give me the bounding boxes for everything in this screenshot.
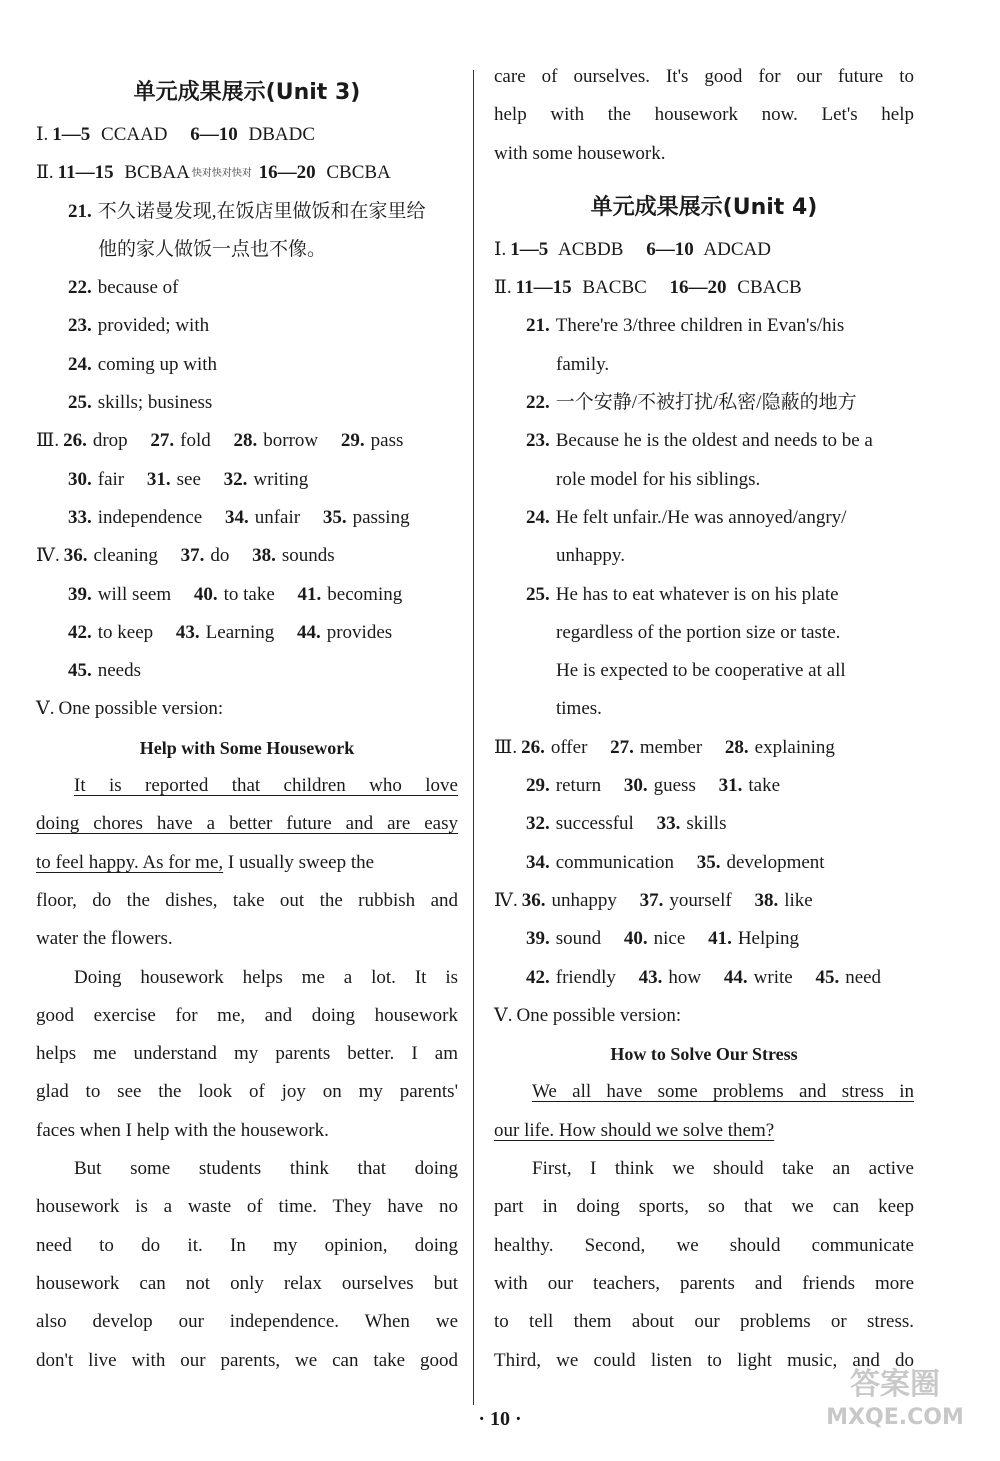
unit3-section-3-row3: 33. independence 34. unfair 35. passing <box>68 506 410 528</box>
unit4-section-4-row3: 42. friendly 43. how 44. write 45. need <box>526 966 882 988</box>
unit3-q23: 23. provided; with <box>68 315 210 337</box>
unit3-q24: 24. coming up with <box>68 353 218 375</box>
unit4-q25-line4: times. <box>556 698 602 720</box>
unit4-section-4-row2: 39. sound 40. nice 41. Helping <box>526 928 800 950</box>
unit4-essay-line: with our teachers, parents and friends more <box>494 1272 914 1294</box>
unit4-essay-line: healthy. Second, we should communicate <box>494 1234 914 1256</box>
unit3-section-4-row4: 45. needs <box>68 660 142 682</box>
unit3-essay-line: to feel happy. As for me, I usually sweep the <box>36 851 375 873</box>
unit4-essay-line: Third, we could listen to light music, and do <box>494 1349 914 1371</box>
unit3-q25: 25. skills; business <box>68 392 213 414</box>
unit3-essay-line: glad to see the look of joy on my parents' <box>36 1081 458 1103</box>
unit3-essay-line: It is reported that children who love <box>74 775 458 797</box>
unit3-essay-line: Doing housework helps me a lot. It is <box>74 966 458 988</box>
unit4-q25-line2: regardless of the portion size or taste. <box>556 621 841 643</box>
unit3-essay-line: But some students think that doing <box>74 1158 458 1180</box>
unit4-q21-line2: family. <box>556 353 610 375</box>
unit4-essay-title: How to Solve Our Stress <box>610 1044 798 1065</box>
right-column <box>494 58 914 1380</box>
unit3-essay-line: helps me understand my parents better. I am <box>36 1043 458 1065</box>
unit3-essay-line: help with the housework now. Let's help <box>494 104 914 126</box>
unit3-section-4-row3: 42. to keep 43. Learning 44. provides <box>68 621 393 643</box>
unit4-q25-line3: He is expected to be cooperative at all <box>556 660 846 682</box>
unit4-essay-line: part in doing sports, so that we can keep <box>494 1196 914 1218</box>
unit3-essay-line: faces when I help with the housework. <box>36 1119 329 1141</box>
unit3-section-4-row1: Ⅳ. 36. cleaning 37. do 38. sounds <box>36 545 335 567</box>
unit4-q23-line2: role model for his siblings. <box>556 468 761 490</box>
page-number: · 10 · <box>478 1408 522 1430</box>
unit3-q21-line1: 21. 不久诺曼发现,在饭店里做饭和在家里给 <box>68 200 426 222</box>
unit3-section-5: Ⅴ. One possible version: <box>36 698 224 720</box>
column-divider <box>473 70 474 1405</box>
unit3-section-3-row1: Ⅲ. 26. drop 27. fold 28. borrow 29. pass <box>36 430 404 452</box>
unit4-section-2: Ⅱ. 11—15 BACBC 16—20 CBACB <box>494 277 802 299</box>
unit4-q22: 22. 一个安静/不被打扰/私密/隐蔽的地方 <box>526 392 857 414</box>
unit3-essay-line: need to do it. In my opinion, doing <box>36 1234 458 1256</box>
unit4-q24-line2: unhappy. <box>556 545 625 567</box>
unit3-essay-line: with some housework. <box>494 142 666 164</box>
unit3-essay-line: water the flowers. <box>36 928 173 950</box>
unit3-section-3-row2: 30. fair 31. see 32. writing <box>68 468 309 490</box>
unit3-title: 单元成果展示(Unit 3) <box>133 80 361 105</box>
unit4-section-1: Ⅰ. 1—5 ACBDB 6—10 ADCAD <box>494 238 771 260</box>
unit4-q25-line1: 25. He has to eat whatever is on his plate <box>526 583 839 605</box>
unit4-title: 单元成果展示(Unit 4) <box>590 194 818 220</box>
left-column <box>36 58 458 1380</box>
unit3-q21-line2: 他的家人做饭一点也不像。 <box>98 238 327 260</box>
unit3-q22: 22. because of <box>68 277 179 299</box>
unit3-essay-line: care of ourselves. It's good for our future to <box>494 66 914 87</box>
unit4-section-5: Ⅴ. One possible version: <box>494 1004 682 1026</box>
unit4-q23-line1: 23. Because he is the oldest and needs to be a <box>526 430 873 452</box>
unit3-essay-line: housework is a waste of time. They have no <box>36 1196 458 1218</box>
unit3-section-2: Ⅱ. 11—15 BCBAA 快对快对快对 16—20 CBCBA <box>36 162 391 184</box>
unit4-essay-line: First, I think we should take an active <box>532 1158 914 1180</box>
unit3-essay-line: don't live with our parents, we can take good <box>36 1349 458 1371</box>
unit4-section-3-row1: Ⅲ. 26. offer 27. member 28. explaining <box>494 736 835 758</box>
unit4-essay-line: our life. How should we solve them? <box>494 1119 775 1141</box>
unit4-section-4-row1: Ⅳ. 36. unhappy 37. yourself 38. like <box>494 889 813 911</box>
unit4-essay-line: We all have some problems and stress in <box>532 1081 914 1103</box>
unit4-q24-line1: 24. He felt unfair./He was annoyed/angry/ <box>526 506 847 528</box>
unit3-essay-line: good exercise for me, and doing housework <box>36 1004 458 1026</box>
unit3-essay-line: floor, do the dishes, take out the rubbish and <box>36 889 458 911</box>
unit4-section-3-row4: 34. communication 35. development <box>526 851 825 873</box>
watermark-text: 快对快对快对 <box>191 168 252 180</box>
unit3-essay-line: also develop our independence. When we <box>36 1311 458 1333</box>
unit3-section-4-row2: 39. will seem 40. to take 41. becoming <box>68 583 403 605</box>
watermark-logo: 答案圈 MXQE.COM <box>826 1367 964 1430</box>
unit3-essay-line: doing chores have a better future and are easy <box>36 813 458 835</box>
unit4-essay-line: to tell them about our problems or stress. <box>494 1311 914 1333</box>
unit3-section-1: Ⅰ. 1—5 CCAAD 6—10 DBADC <box>36 124 316 145</box>
unit4-section-3-row3: 32. successful 33. skills <box>526 813 727 835</box>
unit4-q21-line1: 21. There're 3/three children in Evan's/his <box>526 315 845 337</box>
unit3-essay-line: housework can not only relax ourselves but <box>36 1272 458 1294</box>
unit3-essay-title: Help with Some Housework <box>139 737 355 758</box>
unit4-section-3-row2: 29. return 30. guess 31. take <box>526 775 781 797</box>
